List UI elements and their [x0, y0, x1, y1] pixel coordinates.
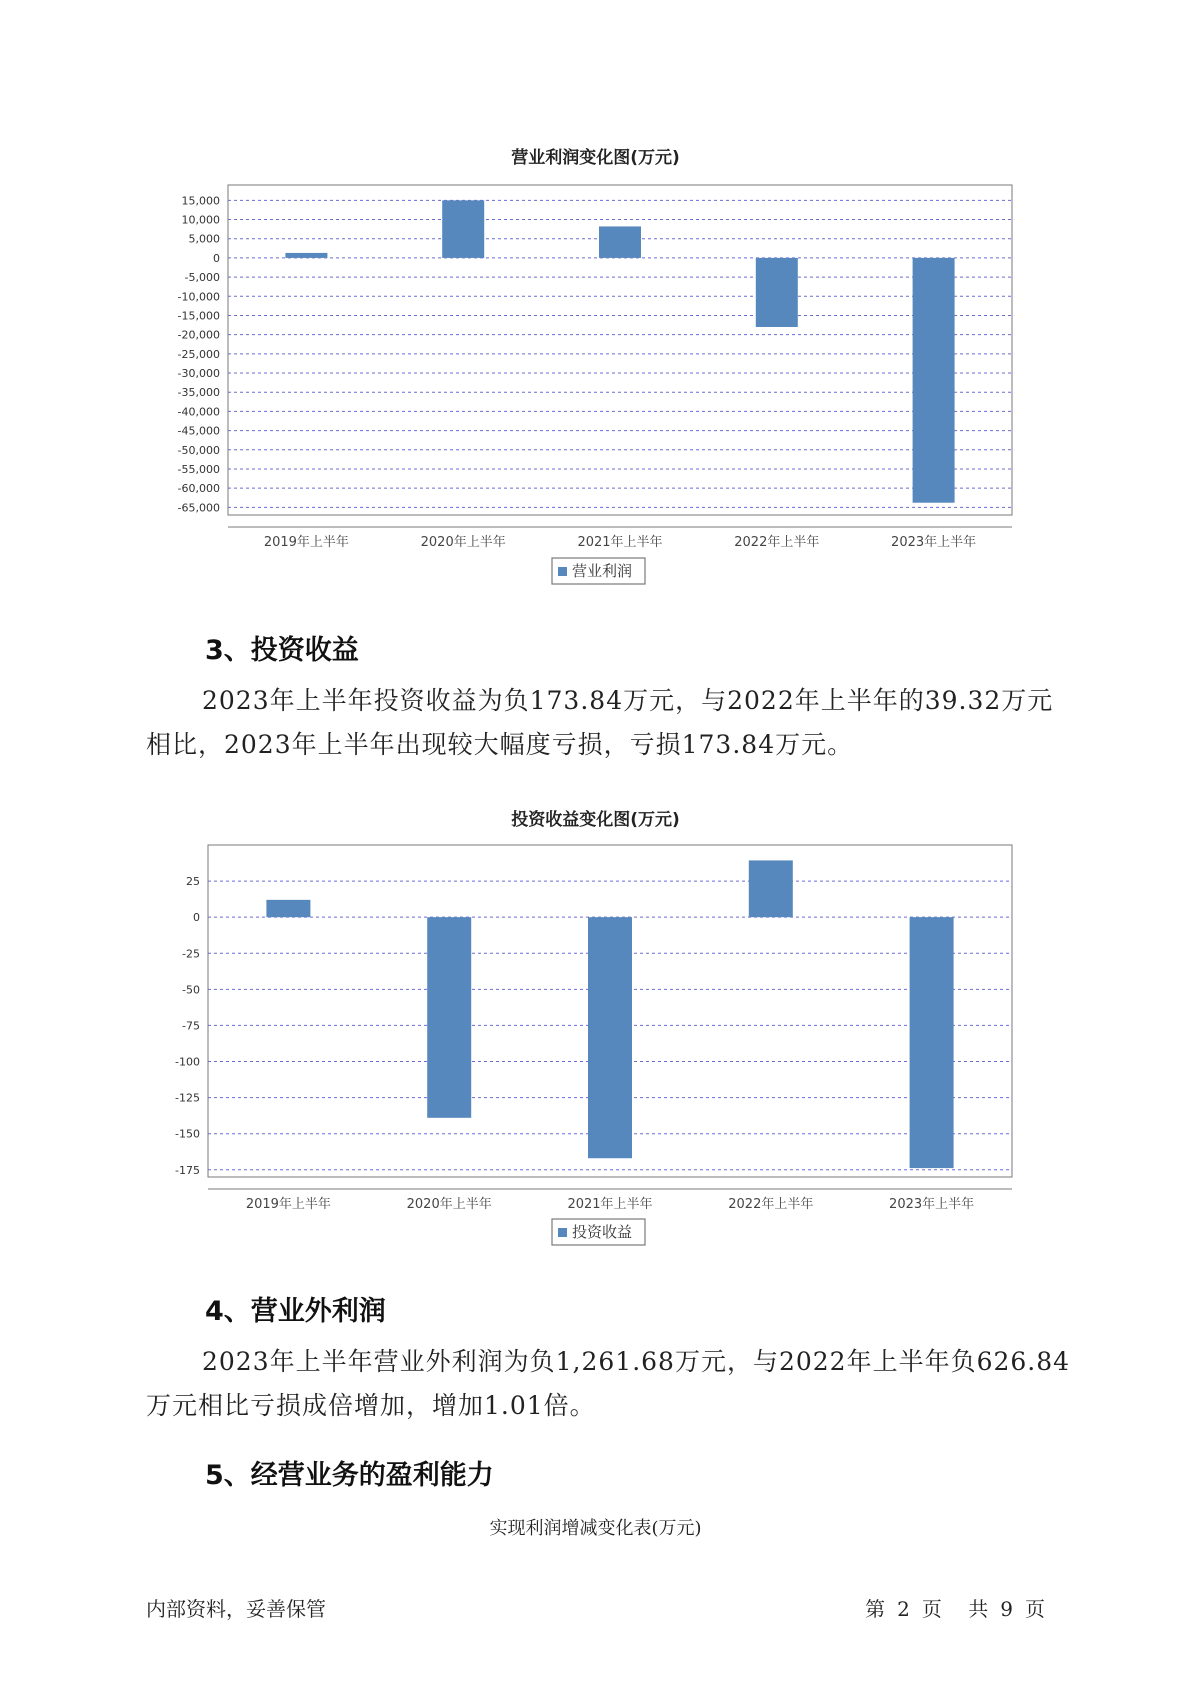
- x-tick-label: 2022年上半年: [734, 535, 820, 550]
- y-tick-label: -55,000: [177, 462, 220, 476]
- footer-page-label: 第: [865, 1597, 886, 1621]
- section-4-heading: 4、营业外利润: [205, 1296, 386, 1327]
- section-3-line-2: 相比，2023年上半年出现较大幅度亏损，亏损173.84万元。: [146, 730, 854, 759]
- bar: [588, 917, 632, 1158]
- y-tick-label: -35,000: [177, 386, 220, 400]
- x-tick-label: 2019年上半年: [263, 535, 349, 550]
- bar: [427, 917, 471, 1118]
- x-tick-label: 2021年上半年: [577, 535, 663, 550]
- y-tick-label: -15,000: [177, 309, 220, 323]
- bar: [910, 917, 954, 1168]
- footer-total-pages: 9: [1000, 1597, 1013, 1621]
- y-tick-label: 0: [193, 911, 200, 925]
- y-tick-label: -65,000: [177, 501, 220, 515]
- x-tick-label: 2021年上半年: [567, 1197, 653, 1212]
- legend-label: 投资收益: [572, 1223, 633, 1241]
- section-5-heading: 5、经营业务的盈利能力: [205, 1460, 494, 1491]
- y-tick-label: -10,000: [177, 290, 220, 304]
- y-tick-label: 25: [186, 875, 200, 889]
- bar: [266, 900, 310, 917]
- section-4-line-2: 万元相比亏损成倍增加，增加1.01倍。: [146, 1391, 596, 1420]
- y-tick-label: -20,000: [177, 328, 220, 342]
- chart-1-title: 营业利润变化图(万元): [511, 148, 680, 168]
- x-tick-label: 2023年上半年: [891, 535, 977, 550]
- y-tick-label: -25: [182, 947, 200, 961]
- bar: [749, 860, 793, 917]
- x-tick-label: 2023年上半年: [889, 1197, 975, 1212]
- x-tick-label: 2020年上半年: [406, 1197, 492, 1212]
- footer-confidential-note: 内部资料，妥善保管: [146, 1597, 326, 1621]
- section-4-paragraph: [146, 1340, 1076, 1428]
- y-tick-label: 5,000: [188, 232, 220, 246]
- y-tick-label: -30,000: [177, 367, 220, 381]
- y-tick-label: -75: [182, 1019, 200, 1033]
- y-tick-label: -25,000: [177, 347, 220, 361]
- footer-page-unit: 页: [921, 1597, 942, 1621]
- y-tick-label: -125: [175, 1091, 200, 1105]
- footer-page-info: [859, 1593, 1051, 1622]
- section-3-heading: 3、投资收益: [205, 635, 359, 666]
- x-tick-label: 2020年上半年: [420, 535, 506, 550]
- table-caption: 实现利润增减变化表(万元): [489, 1518, 702, 1539]
- footer-total-label: 共: [968, 1597, 989, 1621]
- y-tick-label: -5,000: [184, 271, 220, 285]
- section-4-line-1: 2023年上半年营业外利润为负1,261.68万元，与2022年上半年负626.84: [202, 1347, 1071, 1376]
- y-tick-label: -100: [175, 1055, 200, 1069]
- y-tick-label: -150: [175, 1127, 200, 1141]
- y-tick-label: -40,000: [177, 405, 220, 419]
- y-tick-label: 0: [213, 251, 220, 265]
- y-tick-label: 10,000: [181, 213, 220, 227]
- y-tick-label: -50: [182, 983, 200, 997]
- footer-total-unit: 页: [1025, 1597, 1045, 1621]
- x-tick-label: 2019年上半年: [245, 1197, 331, 1212]
- chart-2-title: 投资收益变化图(万元): [511, 810, 680, 830]
- y-tick-label: -60,000: [177, 482, 220, 496]
- y-tick-label: -175: [175, 1163, 200, 1177]
- section-3-line-1: 2023年上半年投资收益为负173.84万元，与2022年上半年的39.32万元: [202, 686, 1054, 715]
- legend-swatch: [558, 1228, 567, 1237]
- y-tick-label: 15,000: [181, 194, 220, 208]
- y-tick-label: -50,000: [177, 443, 220, 457]
- x-tick-label: 2022年上半年: [728, 1197, 814, 1212]
- footer-page-number: 2: [897, 1597, 910, 1621]
- legend-label: 营业利润: [572, 562, 633, 580]
- y-tick-label: -45,000: [177, 424, 220, 438]
